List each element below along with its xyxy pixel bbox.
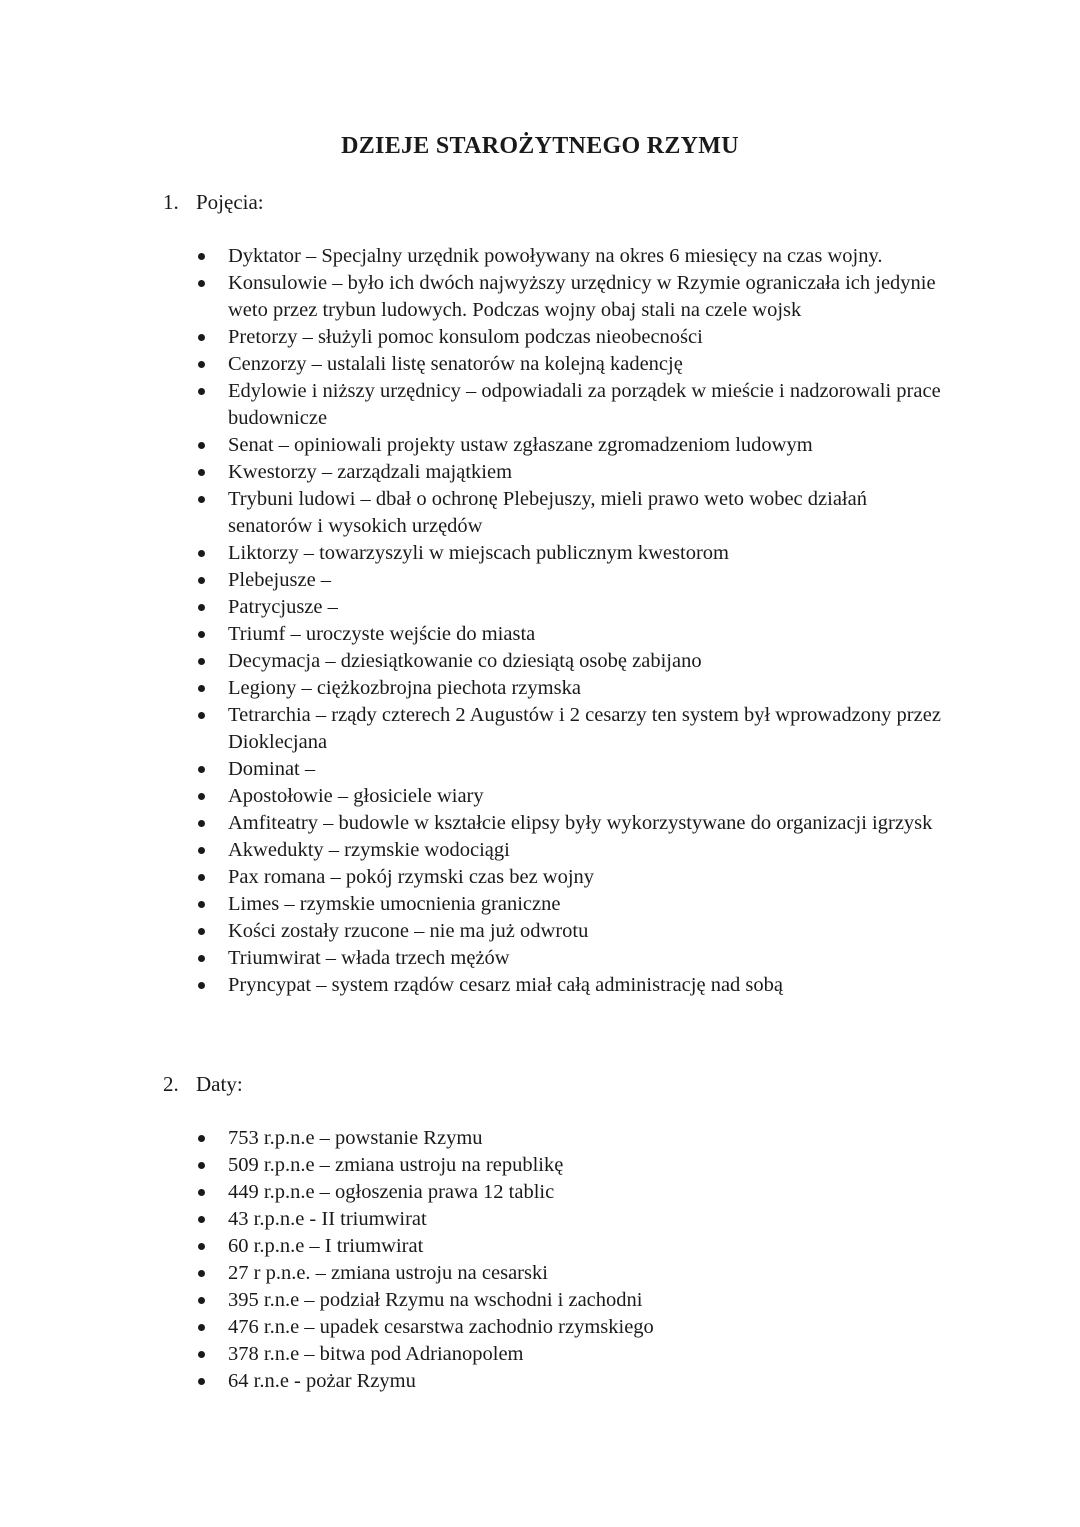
list-item xyxy=(192,351,952,378)
list-item-text: 753 r.p.n.e – powstanie Rzymu xyxy=(228,1127,483,1149)
list-item xyxy=(192,891,952,918)
list-item xyxy=(192,1287,952,1314)
bullet-icon xyxy=(198,442,205,449)
bullet-icon xyxy=(198,577,205,584)
list-item xyxy=(192,783,952,810)
list-item-text: Dyktator – Specjalny urzędnik powoływany na okres 6 miesięcy na czas wojny. xyxy=(228,245,883,267)
bullet-icon xyxy=(198,631,205,638)
concepts-list xyxy=(192,243,952,999)
list-item-text: 476 r.n.e – upadek cesarstwa zachodnio rzymskiego xyxy=(228,1316,654,1338)
bullet-icon xyxy=(198,1378,205,1385)
bullet-icon xyxy=(198,766,205,773)
bullet-icon xyxy=(198,334,205,341)
list-item xyxy=(192,972,952,999)
list-item-text: Edylowie i niższy urzędnicy – odpowiadali za porządek w mieście i nadzorowali prace budownicze xyxy=(228,380,941,429)
list-item-text: Konsulowie – było ich dwóch najwyższy urzędnicy w Rzymie ograniczała ich jedynie weto przez trybun ludowych. Podczas wojny obaj stali na czele wojsk xyxy=(228,272,936,321)
bullet-icon xyxy=(198,496,205,503)
list-item-text: 64 r.n.e - pożar Rzymu xyxy=(228,1370,416,1392)
bullet-icon xyxy=(198,874,205,881)
section-heading xyxy=(163,189,963,216)
list-item xyxy=(192,1125,952,1152)
section-title: Pojęcia: xyxy=(196,190,264,214)
list-item xyxy=(192,1341,952,1368)
list-item xyxy=(192,540,952,567)
list-item-text: 60 r.p.n.e – I triumwirat xyxy=(228,1235,424,1257)
list-item-text: Dominat – xyxy=(228,758,316,780)
list-item-text: Apostołowie – głosiciele wiary xyxy=(228,785,484,807)
bullet-icon xyxy=(198,388,205,395)
list-item-text: Cenzorzy – ustalali listę senatorów na kolejną kadencję xyxy=(228,353,683,375)
list-item-text: Amfiteatry – budowle w kształcie elipsy były wykorzystywane do organizacji igrzysk xyxy=(228,812,933,834)
bullet-icon xyxy=(198,1270,205,1277)
list-item-text: Liktorzy – towarzyszyli w miejscach publicznym kwestorom xyxy=(228,542,729,564)
bullet-icon xyxy=(198,253,205,260)
bullet-icon xyxy=(198,604,205,611)
section-number: 1. xyxy=(163,190,179,214)
list-item xyxy=(192,567,952,594)
list-item-text: Patrycjusze – xyxy=(228,596,338,618)
list-item xyxy=(192,1233,952,1260)
list-item xyxy=(192,270,952,324)
list-item-text: Legiony – ciężkozbrojna piechota rzymska xyxy=(228,677,581,699)
list-item xyxy=(192,378,952,432)
list-item-text: Kości zostały rzucone – nie ma już odwrotu xyxy=(228,920,589,942)
list-item xyxy=(192,648,952,675)
list-item xyxy=(192,810,952,837)
list-item xyxy=(192,756,952,783)
list-item-text: Pryncypat – system rządów cesarz miał całą administrację nad sobą xyxy=(228,974,784,996)
bullet-icon xyxy=(198,1324,205,1331)
bullet-icon xyxy=(198,361,205,368)
bullet-icon xyxy=(198,928,205,935)
bullet-icon xyxy=(198,1189,205,1196)
list-item-text: 43 r.p.n.e - II triumwirat xyxy=(228,1208,427,1230)
bullet-icon xyxy=(198,280,205,287)
list-item-text: Decymacja – dziesiątkowanie co dziesiątą osobę zabijano xyxy=(228,650,702,672)
bullet-icon xyxy=(198,955,205,962)
bullet-icon xyxy=(198,982,205,989)
list-item-text: Triumf – uroczyste wejście do miasta xyxy=(228,623,536,645)
list-item-text: Tetrarchia – rządy czterech 2 Augustów i 2 cesarzy ten system był wprowadzony przez Dioklecjana xyxy=(228,704,941,753)
list-item-text: 27 r p.n.e. – zmiana ustroju na cesarski xyxy=(228,1262,548,1284)
list-item xyxy=(192,1314,952,1341)
list-item xyxy=(192,1206,952,1233)
bullet-icon xyxy=(198,712,205,719)
list-item xyxy=(192,621,952,648)
bullet-icon xyxy=(198,793,205,800)
section-concepts xyxy=(163,189,963,999)
list-item-text: 378 r.n.e – bitwa pod Adrianopolem xyxy=(228,1343,524,1365)
bullet-icon xyxy=(198,1216,205,1223)
bullet-icon xyxy=(198,901,205,908)
list-item xyxy=(192,459,952,486)
list-item xyxy=(192,1368,952,1395)
list-item xyxy=(192,837,952,864)
bullet-icon xyxy=(198,469,205,476)
document-title: DZIEJE STAROŻYTNEGO RZYMU xyxy=(341,133,739,159)
bullet-icon xyxy=(198,1243,205,1250)
list-item xyxy=(192,594,952,621)
list-item xyxy=(192,864,952,891)
list-item-text: 395 r.n.e – podział Rzymu na wschodni i zachodni xyxy=(228,1289,643,1311)
list-item-text: Pretorzy – służyli pomoc konsulom podczas nieobecności xyxy=(228,326,703,348)
bullet-icon xyxy=(198,1297,205,1304)
section-heading xyxy=(163,1071,963,1098)
list-item-text: Pax romana – pokój rzymski czas bez wojny xyxy=(228,866,595,888)
list-item xyxy=(192,702,952,756)
list-item xyxy=(192,918,952,945)
list-item xyxy=(192,243,952,270)
bullet-icon xyxy=(198,550,205,557)
list-item-text: Kwestorzy – zarządzali majątkiem xyxy=(228,461,513,483)
list-item xyxy=(192,1152,952,1179)
list-item-text: 509 r.p.n.e – zmiana ustroju na republikę xyxy=(228,1154,564,1176)
bullet-icon xyxy=(198,1351,205,1358)
section-dates xyxy=(163,1071,963,1395)
section-title: Daty: xyxy=(196,1072,243,1096)
list-item xyxy=(192,1179,952,1206)
bullet-icon xyxy=(198,685,205,692)
bullet-icon xyxy=(198,658,205,665)
list-item-text: Triumwirat – włada trzech mężów xyxy=(228,947,510,969)
bullet-icon xyxy=(198,1162,205,1169)
list-item xyxy=(192,486,952,540)
section-number: 2. xyxy=(163,1072,179,1096)
bullet-icon xyxy=(198,847,205,854)
list-item-text: Senat – opiniowali projekty ustaw zgłaszane zgromadzeniom ludowym xyxy=(228,434,813,456)
list-item-text: Limes – rzymskie umocnienia graniczne xyxy=(228,893,561,915)
list-item-text: Akwedukty – rzymskie wodociągi xyxy=(228,839,510,861)
list-item xyxy=(192,324,952,351)
list-item-text: 449 r.p.n.e – ogłoszenia prawa 12 tablic xyxy=(228,1181,555,1203)
list-item xyxy=(192,675,952,702)
bullet-icon xyxy=(198,820,205,827)
list-item-text: Plebejusze – xyxy=(228,569,332,591)
dates-list xyxy=(192,1125,952,1395)
bullet-icon xyxy=(198,1135,205,1142)
list-item-text: Trybuni ludowi – dbał o ochronę Plebejuszy, mieli prawo weto wobec działań senatorów i wysokich urzędów xyxy=(228,488,867,537)
list-item xyxy=(192,945,952,972)
list-item xyxy=(192,432,952,459)
list-item xyxy=(192,1260,952,1287)
